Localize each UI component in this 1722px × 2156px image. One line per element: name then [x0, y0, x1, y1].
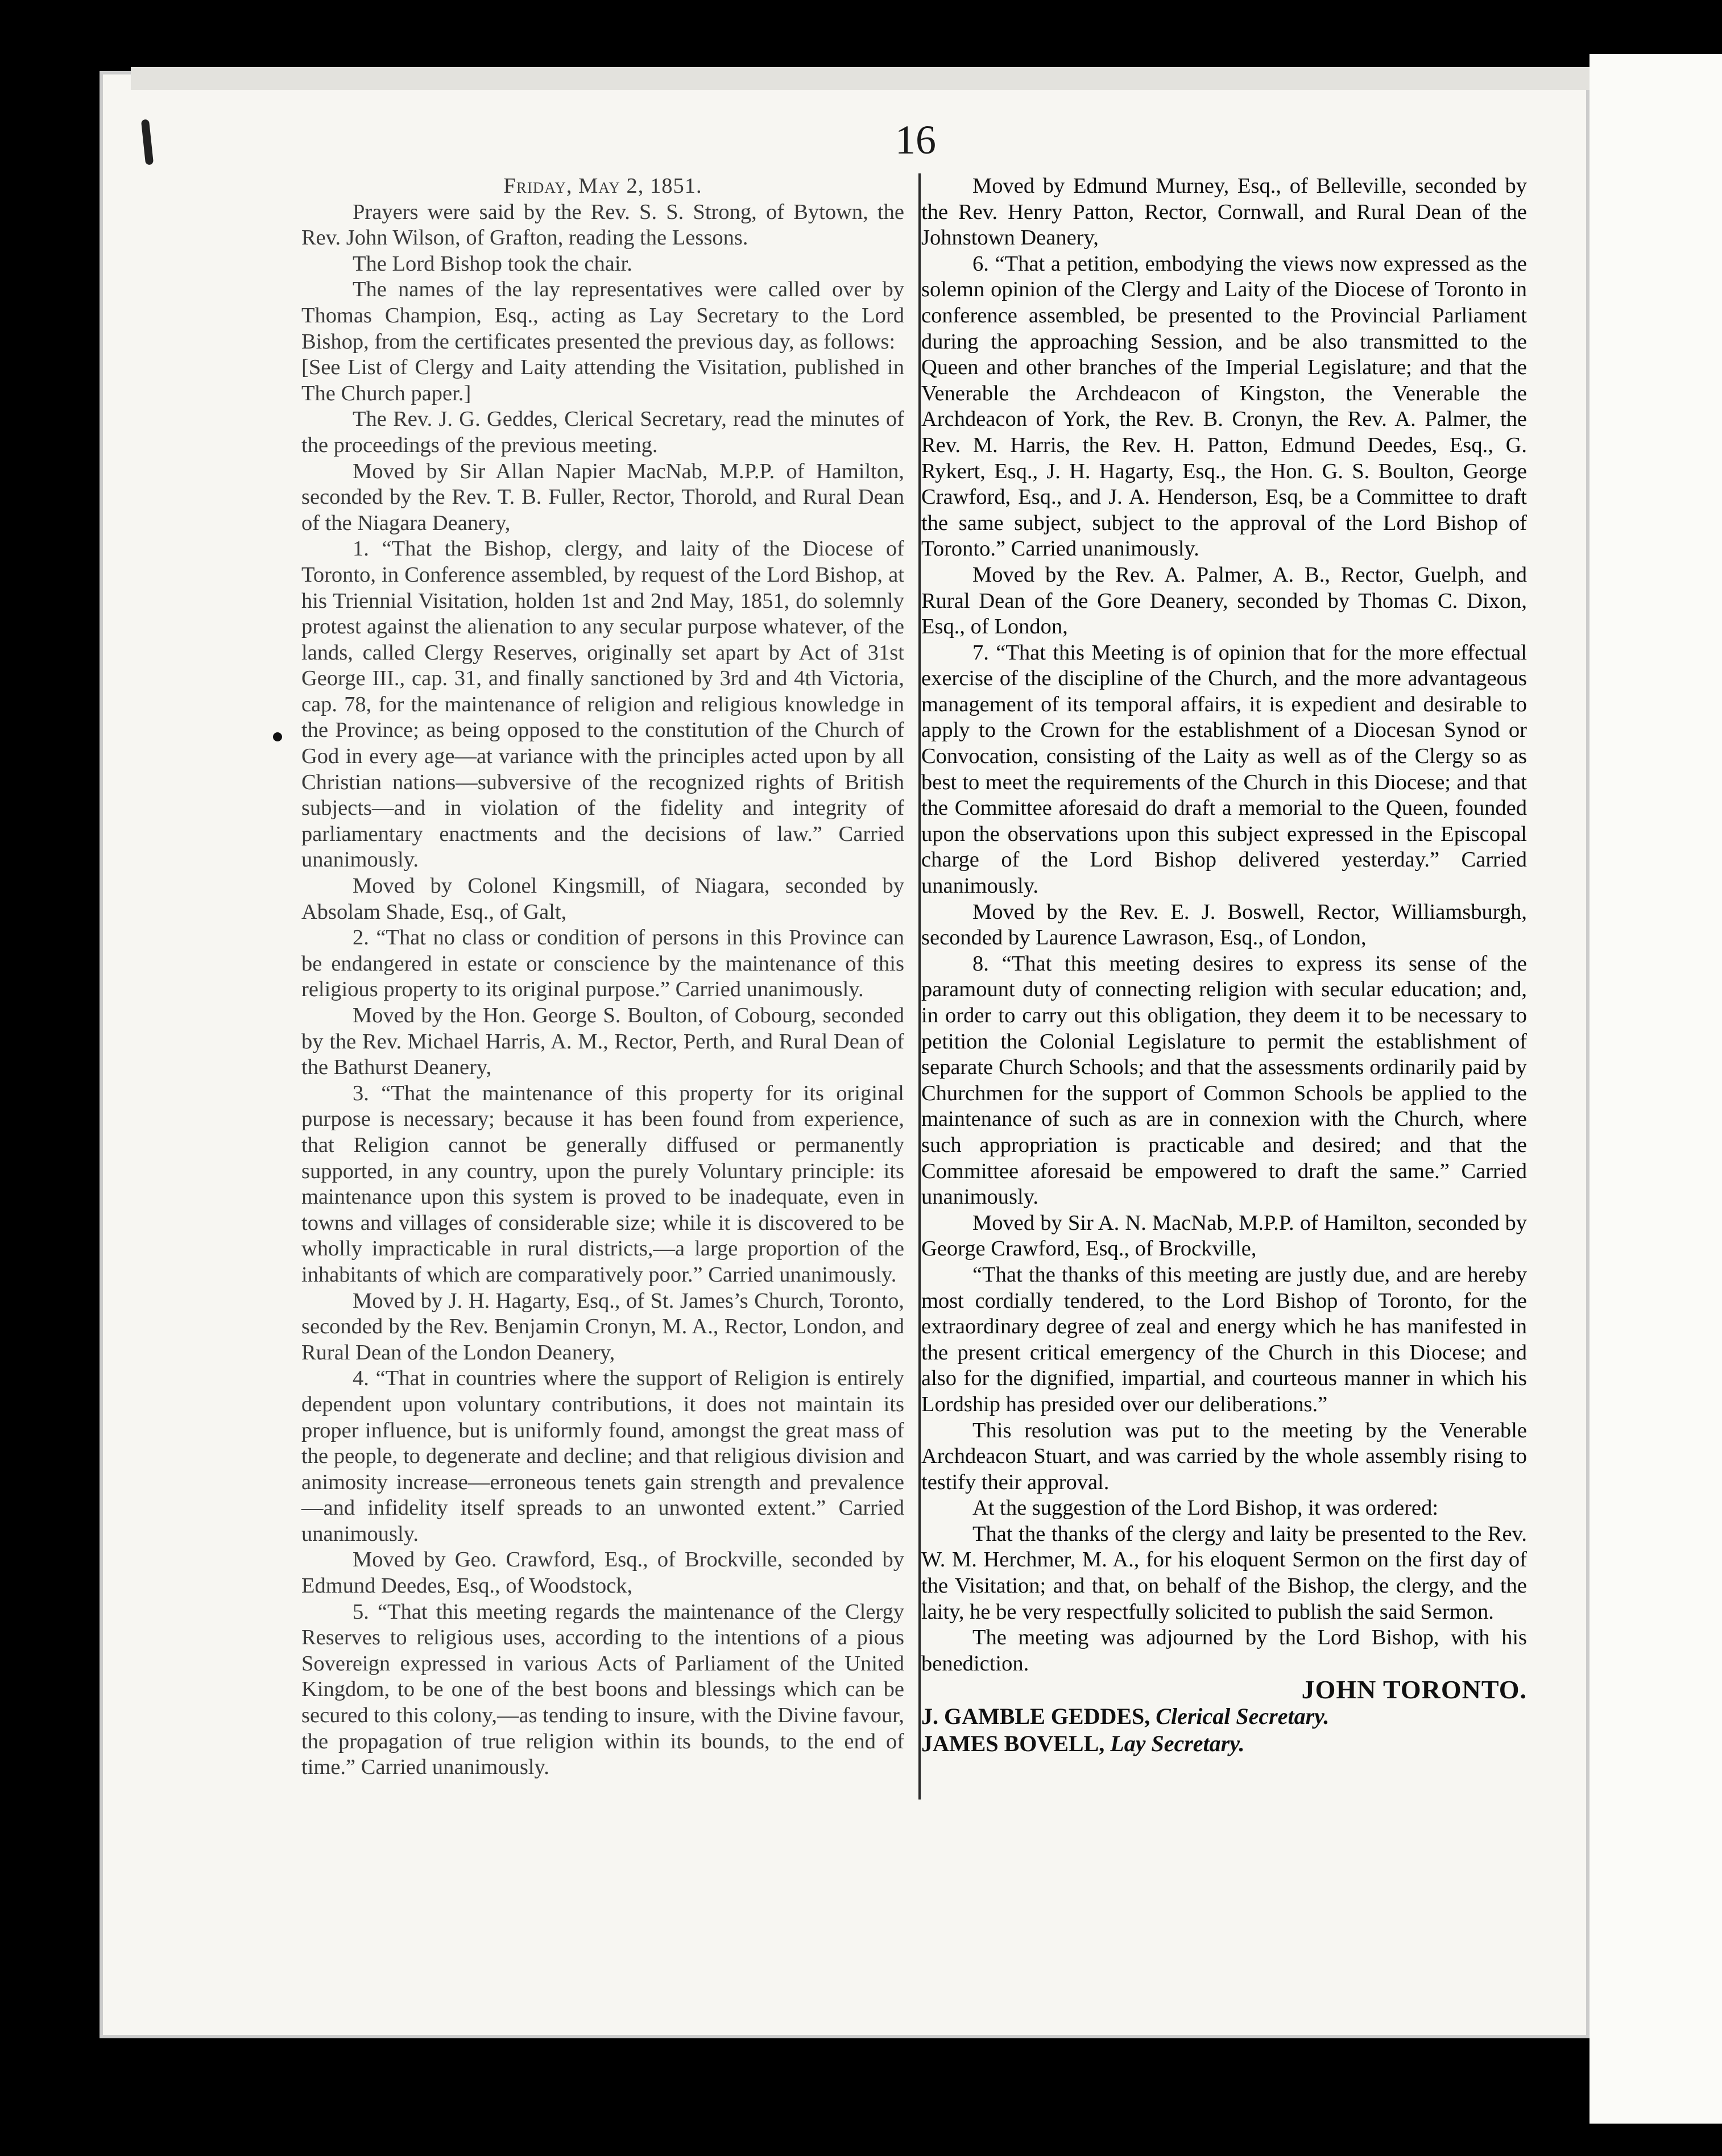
paragraph: That the thanks of the clergy and laity be presented to the Rev. W. M. Herchmer, M. A., for his eloquent Sermon on the first day of the Visitation; and that, on behalf of the Bishop, the clergy, and the laity, he be very respectfully solicited to publish the said Sermon. — [921, 1521, 1527, 1624]
secretary-role: Lay Secretary. — [1110, 1731, 1245, 1757]
resolution-2: 2. “That no class or condition of persons in this Province can be endangered in estate or conscience by the maintenance of this religious property to its original purpose.” Carried unanimously. — [301, 926, 904, 1002]
secretary-name: J. GAMBLE GEDDES, — [921, 1703, 1150, 1730]
margin-dot — [273, 732, 282, 741]
resolution-7: 7. “That this Meeting is of opinion that for the more effectual exercise of the discipline of the Church, and the more advantageous management of its temporal affairs, it is expedient and desirable to apply to the Crown for the establishment of a Diocesan Synod or Convocation, consisting of the Laity as well as of the Clergy so as best to meet the requirements of the Church in this Diocese; and that the Committee aforesaid do draft a memorial to the Queen, founded upon the observations upon this subject expressed in the Episcopal charge of the Lord Bishop delivered yesterday.” Carried unanimously. — [921, 640, 1527, 898]
next-page-edge — [1589, 54, 1722, 2124]
secretary-name: JAMES BOVELL, — [921, 1731, 1105, 1757]
resolution-1: 1. “That the Bishop, clergy, and laity of the Diocese of Toronto, in Conference assembled, by request of the Lord Bishop, at his Triennial Visitation, holden 1st and 2nd May, 1851, do solemnly protest against the alienation to any secular purpose whatever, of the lands, called Clergy Reserves, originally set apart by Act of 31st George III., cap. 31, and finally sanctioned by 3rd and 4th Victoria, cap. 78, for the maintenance of religion and religious knowledge in the Province; as being opposed to the constitution of the Church of God in every age—at variance with the principles acted upon by all Christian nations—subversive of the recognized rights of British subjects—and in violation of the fidelity and integrity of parliamentary enactments and the decisions of law.” Carried unanimously. — [301, 537, 904, 872]
paragraph: [See List of Clergy and Laity attending the Visitation, published in The Church paper.] — [301, 355, 904, 405]
resolution-8: 8. “That this meeting desires to express its sense of the paramount duty of connecting religion with secular education; and, in order to carry out this obligation, they deem it to be necessary to petition the Colonial Legislature to permit the establishment of separate Church Schools; and that the assessments ordinarily paid by Churchmen for the support of Common Schools be applied to the maintenance of such as are in connexion with the Church, where such appropriation is practicable and desired; and that the Committee aforesaid be empowered to draft the same.” Carried unanimously. — [921, 951, 1527, 1209]
paragraph: Moved by Colonel Kingsmill, of Niagara, seconded by Absolam Shade, Esq., of Galt, — [301, 874, 904, 924]
paragraph: The names of the lay representatives were called over by Thomas Champion, Esq., acting as Lay Secretary to the Lord Bishop, from the certificates presented the previous day, as follows: — [301, 277, 904, 354]
date-heading: Friday, May 2, 1851. — [503, 174, 702, 198]
paragraph: Moved by the Rev. A. Palmer, A. B., Rector, Guelph, and Rural Dean of the Gore Deanery, seconded by Thomas C. Dixon, Esq., of London, — [921, 562, 1527, 639]
clerical-secretary — [921, 1703, 1527, 1730]
right-column — [921, 173, 1527, 1757]
paragraph: This resolution was put to the meeting by the Venerable Archdeacon Stuart, and was carried by the whole assembly rising to testify their approval. — [921, 1418, 1527, 1494]
paragraph: Moved by Sir A. N. MacNab, M.P.P. of Hamilton, seconded by George Crawford, Esq., of Brockville, — [921, 1210, 1527, 1261]
resolution-5: 5. “That this meeting regards the maintenance of the Clergy Reserves to religious uses, according to the intentions of a pious Sovereign expressed in various Acts of Parliament of the United Kingdom, to be one of the best boons and blessings which can be secured to this colony,—as tending to insure, with the Divine favour, the propagation of true religion within its bounds, to the end of time.” Carried unanimously. — [301, 1599, 904, 1780]
lay-secretary — [921, 1730, 1527, 1757]
column-divider — [918, 173, 921, 1800]
page-number: 16 — [895, 117, 936, 163]
signature: JOHN TORONTO. — [1301, 1675, 1527, 1705]
paragraph: Moved by the Hon. George S. Boulton, of Cobourg, seconded by the Rev. Michael Harris, A. M., Rector, Perth, and Rural Dean of the Bathurst Deanery, — [301, 1004, 904, 1080]
secretary-role: Clerical Secretary. — [1156, 1703, 1330, 1730]
paragraph: Moved by Sir Allan Napier MacNab, M.P.P. of Hamilton, seconded by the Rev. T. B. Fuller, Rector, Thorold, and Rural Dean of the Niagara Deanery, — [301, 459, 904, 535]
paragraph: Moved by Edmund Murney, Esq., of Belleville, seconded by the Rev. Henry Patton, Rector, Cornwall, and Rural Dean of the Johnstown Deanery, — [921, 174, 1527, 250]
paragraph: The Lord Bishop took the chair. — [353, 251, 632, 276]
resolution-3: 3. “That the maintenance of this property for its original purpose is necessary; because it has been found from experience, that Religion cannot be generally diffused or permanently supported, in any country, upon the purely Voluntary principle: its maintenance upon this system is proved to be inadequate, even in towns and villages of considerable size; while it is discovered to be wholly impracticable in rural districts,—a large proportion of the inhabitants of which are comparatively poor.” Carried unanimously. — [301, 1081, 904, 1287]
paragraph: Prayers were said by the Rev. S. S. Strong, of Bytown, the Rev. John Wilson, of Grafton, reading the Lessons. — [301, 200, 904, 250]
paragraph: Moved by Geo. Crawford, Esq., of Brockville, seconded by Edmund Deedes, Esq., of Woodstock, — [301, 1548, 904, 1598]
resolution-4: 4. “That in countries where the support of Religion is entirely dependent upon voluntary contributions, it does not maintain its proper influence, but is uniformly found, amongst the great mass of the people, to degenerate and decline; and that religious division and animosity increase—erroneous tenets gain strength and prevalence—and infidelity itself spreads to an unwonted extent.” Carried unanimously. — [301, 1366, 904, 1546]
paragraph: The Rev. J. G. Geddes, Clerical Secretary, read the minutes of the proceedings of the previous meeting. — [301, 407, 904, 457]
paragraph: At the suggestion of the Lord Bishop, it was ordered: — [972, 1496, 1439, 1520]
paragraph: Moved by the Rev. E. J. Boswell, Rector, Williamsburgh, seconded by Laurence Lawrason, Esq., of London, — [921, 899, 1527, 950]
thanks-resolution: “That the thanks of this meeting are justly due, and are hereby most cordially tendered, to the Lord Bishop of Toronto, for the extraordinary degree of zeal and energy which he has manifested in the present critical emergency of the Church in this Diocese; and also for the dignified, impartial, and courteous manner in which his Lordship has presided over our deliberations.” — [921, 1262, 1527, 1416]
resolution-6: 6. “That a petition, embodying the views now expressed as the solemn opinion of the Clergy and Laity of the Diocese of Toronto in conference assembled, be presented to the Provincial Parliament during the approaching Session, and be also transmitted to the Queen and other branches of the Imperial Legislature; and that the Venerable the Archdeacon of Kingston, the Venerable the Archdeacon of York, the Rev. B. Cronyn, the Rev. A. Palmer, the Rev. M. Harris, the Rev. H. Patton, Edmund Deedes, Esq., G. Rykert, Esq., J. H. Hagarty, Esq., the Hon. G. S. Boulton, George Crawford, Esq., and J. A. Henderson, Esq, be a Committee to draft the same subject, subject to the approval of the Lord Bishop of Toronto.” Carried unanimously. — [921, 251, 1527, 561]
paragraph: Moved by J. H. Hagarty, Esq., of St. James’s Church, Toronto, seconded by the Rev. Benjamin Cronyn, M. A., Rector, London, and Rural Dean of the London Deanery, — [301, 1288, 904, 1365]
left-column — [301, 173, 904, 1781]
page-top-shadow — [131, 67, 1589, 90]
paragraph: The meeting was adjourned by the Lord Bishop, with his benediction. — [921, 1626, 1527, 1676]
